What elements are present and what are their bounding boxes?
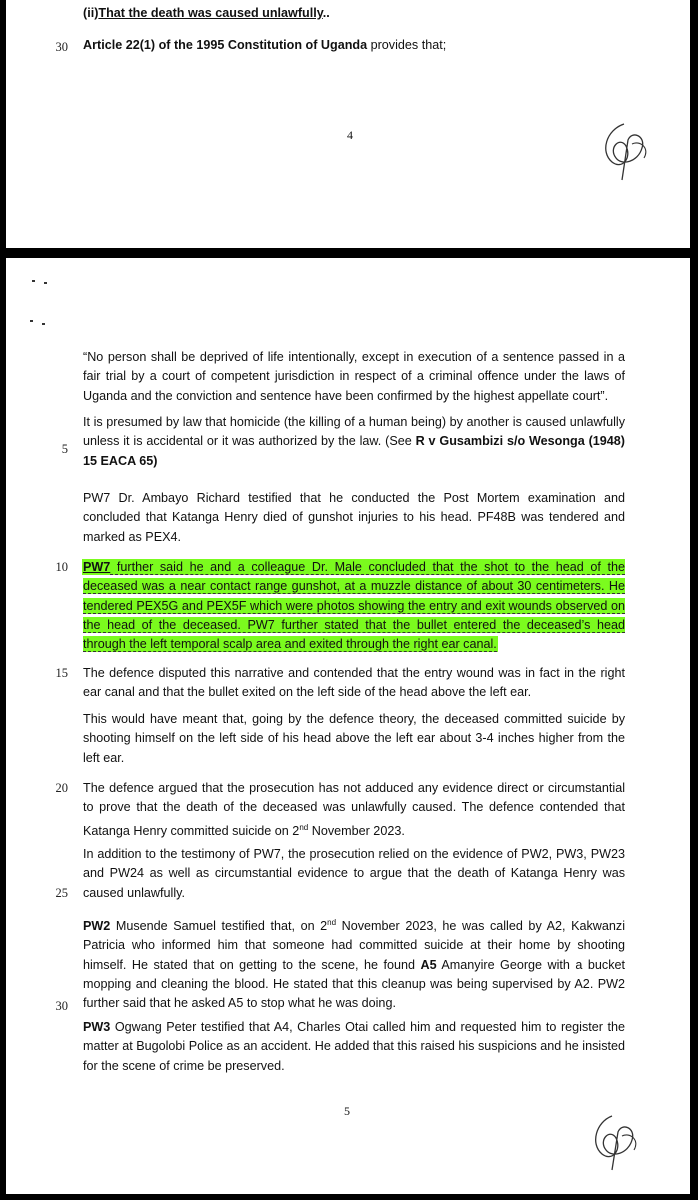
paragraph-defence-theory: This would have meant that, going by the defence theory, the deceased committed suicide by shooting himself on the left side of his head above the left ear about 3-4 inches higher from the left ear. <box>83 712 625 765</box>
document-page-5 <box>6 258 690 1194</box>
signature-mark <box>582 1110 646 1176</box>
line-number: 25 <box>55 886 68 900</box>
highlight-span <box>83 560 625 651</box>
line-number: 30 <box>55 40 68 54</box>
presumption-text: It is presumed by law that homicide (the killing of a human being) by another is caused unlawfully unless it is accidental or it was authorized by the law. (See <box>83 415 625 449</box>
paragraph-defence-dispute: The defence disputed this narrative and contended that the entry wound was in fact in the right ear canal and that the bullet exited on the left side of the head above the left ear. <box>83 666 625 700</box>
ordinal-suffix: nd <box>299 822 309 832</box>
ordinal-suffix: nd <box>327 918 337 927</box>
signature-mark <box>592 118 656 186</box>
defence-argument-text: The defence argued that the prosecution has not adduced any evidence direct or circumstantial to prove that the death of the deceased was unlawfully caused. The defence contended that Katanga Henry committed suicide on 2 <box>83 781 625 838</box>
line-number: 15 <box>55 666 68 680</box>
scan-mark <box>30 320 33 322</box>
paragraph-pw7-testimony: PW7 Dr. Ambayo Richard testified that he conducted the Post Mortem examination and concluded that Katanga Henry died of gunshot injuries to his head. PF48B was tendered and marked as PEX4. <box>83 491 625 544</box>
paragraph-prosecution-evidence: In addition to the testimony of PW7, the prosecution relied on the evidence of PW2, PW3, PW23 and PW24 as well as circumstantial evidence to argue that the death of Katanga Henry was caused unlawfully. <box>83 847 625 900</box>
constitution-quote: “No person shall be deprived of life intentionally, except in execution of a sentence passed in a fair trial by a court of competent jurisdiction in respect of a criminal offence under the laws of Uganda and the conviction and sentence have been confirmed by the highest appellate court”. <box>83 350 625 403</box>
paragraph-pw3-testimony <box>83 1018 625 1076</box>
pw2-text-c: Amanyire George with a bucket mopping and cleaning the blood. He stated that this cleanup was being supervised by A2. PW2 further said that he asked A5 to stop what he was doing. <box>83 957 625 1011</box>
heading-text: That the death was caused unlawfully <box>98 6 323 20</box>
line-number: 30 <box>55 999 68 1013</box>
paragraph-pw2-testimony <box>83 913 625 1014</box>
paragraph-defence-argument <box>83 779 625 841</box>
section-heading <box>83 6 330 20</box>
scan-mark <box>42 323 45 325</box>
pw2-label: PW2 <box>83 919 111 934</box>
pw2-text-a: Musende Samuel testified that, on 2 <box>110 919 328 934</box>
document-page-4 <box>6 0 690 248</box>
paragraph-presumption <box>83 413 625 471</box>
scan-mark <box>44 282 47 284</box>
scan-mark <box>32 280 35 282</box>
line-number: 5 <box>61 442 68 456</box>
line-number: 20 <box>55 781 68 795</box>
pw3-label: PW3 <box>83 1020 111 1034</box>
pw3-text: Ogwang Peter testified that A4, Charles Otai called him and requested him to register the matter at Bugolobi Police as an accident. He added that this raised his suspicions and he insisted for the scene of crime be preserved. <box>83 1020 625 1073</box>
heading-prefix: (ii) <box>83 6 99 20</box>
heading-suffix: .. <box>322 6 330 20</box>
article-title: Article 22(1) of the 1995 Constitution of Uganda <box>83 38 368 52</box>
pw2-text-b: November 2023, he was called by A2, Kakwanzi Patricia who informed him that someone had committed suicide at their home by shooting himself. He stated that on getting to the scene, he found <box>83 919 625 972</box>
case-citation: R v Gusambizi s/o Wesonga (1948) 15 EACA 65) <box>83 434 626 468</box>
highlighted-paragraph <box>83 558 625 654</box>
highlighted-text: further said he and a colleague Dr. Male concluded that the shot to the head of the deceased was a near contact range gunshot, at a muzzle distance of about 30 centimeters. He tendered PEX5G and PEX5F which were photos showing the entry and exit wounds observed on the head of the deceased. PW7 further stated that the bullet entered the deceased’s head through the left temporal scalp area and exited through the right ear canal. <box>83 560 625 652</box>
defence-argument-date: November 2023. <box>308 823 405 838</box>
page-number: 4 <box>347 128 353 142</box>
article-rest: provides that; <box>367 38 447 52</box>
a5-label: A5 <box>420 957 437 972</box>
article-reference <box>83 38 446 52</box>
line-number: 10 <box>55 560 68 574</box>
pw7-label: PW7 <box>83 560 111 574</box>
page-number: 5 <box>344 1104 350 1118</box>
